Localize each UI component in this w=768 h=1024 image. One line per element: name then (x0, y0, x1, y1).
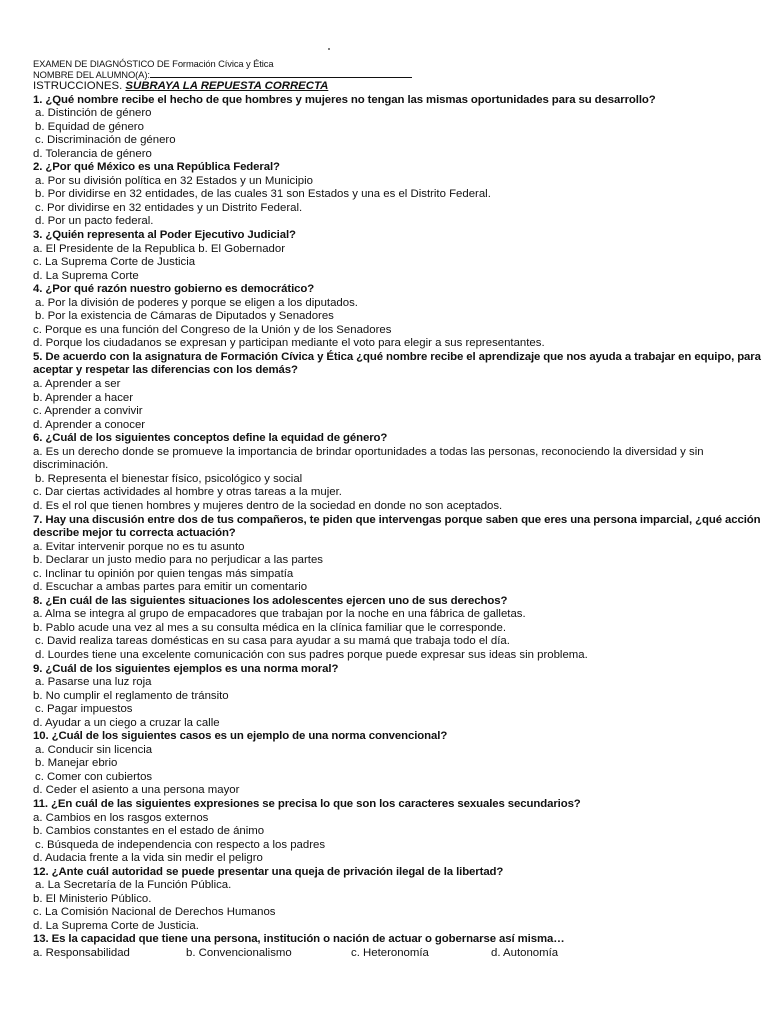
option-5a[interactable]: a. Aprender a ser (33, 378, 121, 391)
options-row-13 (33, 947, 761, 961)
question-13: 13. Es la capacidad que tiene una persona, institución o nación de actuar o gobernarse así misma… (33, 933, 565, 946)
option-7c[interactable]: c. Inclinar tu opinión por quien tengas más simpatía (33, 567, 294, 580)
option-1c[interactable]: c. Discriminación de género (35, 134, 176, 147)
option-6a[interactable]: a. Es un derecho donde se promueve la importancia de brindar oportunidades a todas las personas, reconociendo la diversidad y sin discriminación. (33, 445, 704, 472)
option-3ab[interactable]: a. El Presidente de la Republica b. El Gobernador (33, 242, 286, 255)
option-7d[interactable]: d. Escuchar a ambas partes para emitir un comentario (33, 581, 308, 594)
question-3: 3. ¿Quién representa al Poder Ejecutivo Judicial? (33, 229, 296, 242)
option-9b[interactable]: b. No cumplir el reglamento de tránsito (33, 689, 229, 702)
option-4b[interactable]: b. Por la existencia de Cámaras de Diputados y Senadores (35, 310, 334, 323)
question-7: 7. Hay una discusión entre dos de tus compañeros, te piden que intervengas porque saben que eres una persona imparcial, ¿qué acción describe mejor tu correcta actuación? (33, 513, 761, 540)
option-2d[interactable]: d. Por un pacto federal. (35, 215, 154, 228)
option-7a[interactable]: a. Evitar intervenir porque no es tu asunto (33, 540, 245, 553)
option-13b[interactable]: b. Convencionalismo (186, 947, 292, 959)
student-name-label: NOMBRE DEL ALUMNO(A): (33, 69, 150, 80)
question-6: 6. ¿Cuál de los siguientes conceptos define la equidad de género? (33, 432, 388, 445)
option-7b[interactable]: b. Declarar un justo medio para no perjudicar a las partes (33, 554, 323, 567)
option-3d[interactable]: d. La Suprema Corte (33, 269, 139, 282)
option-9c[interactable]: c. Pagar impuestos (35, 703, 133, 716)
option-11c[interactable]: c. Búsqueda de independencia con respecto a los padres (35, 838, 326, 851)
option-11d[interactable]: d. Audacia frente a la vida sin medir el peligro (33, 852, 263, 865)
option-8b[interactable]: b. Pablo acude una vez al mes a su consulta médica en la clínica familiar que le corresponde. (33, 621, 506, 634)
instructions (33, 80, 761, 94)
question-8: 8. ¿En cuál de las siguientes situaciones los adolescentes ejercen uno de sus derechos? (33, 594, 508, 607)
student-name-blank[interactable] (150, 69, 412, 78)
option-12a[interactable]: a. La Secretaría de la Función Pública. (35, 879, 232, 892)
question-4: 4. ¿Por qué razón nuestro gobierno es democrático? (33, 283, 315, 296)
option-9d[interactable]: d. Ayudar a un ciego a cruzar la calle (33, 716, 220, 729)
question-1: 1. ¿Qué nombre recibe el hecho de que hombres y mujeres no tengan las mismas oportunidades para su desarrollo? (33, 93, 656, 106)
option-2c[interactable]: c. Por dividirse en 32 entidades y un Distrito Federal. (35, 201, 303, 214)
exam-content (33, 58, 761, 961)
option-10a[interactable]: a. Conducir sin licencia (35, 743, 153, 756)
option-10c[interactable]: c. Comer con cubiertos (35, 770, 153, 783)
option-4d[interactable]: d. Porque los ciudadanos se expresan y participan mediante el voto para elegir a sus representantes. (33, 337, 545, 350)
option-1a[interactable]: a. Distinción de género (35, 107, 152, 120)
option-12c[interactable]: c. La Comisión Nacional de Derechos Humanos (33, 906, 276, 919)
option-12b[interactable]: b. El Ministerio Público. (33, 892, 152, 905)
option-10d[interactable]: d. Ceder el asiento a una persona mayor (33, 784, 240, 797)
option-13a[interactable]: a. Responsabilidad (33, 947, 130, 959)
option-1b[interactable]: b. Equidad de género (35, 120, 144, 133)
option-4c[interactable]: c. Porque es una función del Congreso de la Unión y de los Senadores (33, 323, 392, 336)
option-5c[interactable]: c. Aprender a convivir (33, 405, 143, 418)
option-13d[interactable]: d. Autonomía (491, 947, 559, 959)
option-6d[interactable]: d. Es el rol que tienen hombres y mujeres dentro de la sociedad en donde no son aceptados. (33, 499, 503, 512)
question-12: 12. ¿Ante cuál autoridad se puede presentar una queja de privación ilegal de la libertad? (33, 865, 504, 878)
option-5d[interactable]: d. Aprender a conocer (33, 418, 146, 431)
question-2: 2. ¿Por qué México es una República Federal? (33, 161, 280, 174)
question-11: 11. ¿En cuál de las siguientes expresiones se precisa lo que son los caracteres sexuales secundarios? (33, 797, 581, 810)
instructions-label: ISTRUCCIONES. (33, 80, 123, 92)
option-8d[interactable]: d. Lourdes tiene una excelente comunicación con sus padres porque puede expresar sus ideas sin problema. (35, 648, 588, 661)
option-11a[interactable]: a. Cambios en los rasgos externos (33, 811, 209, 824)
option-13c[interactable]: c. Heteronomía (351, 947, 429, 959)
instructions-text: SUBRAYA LA REPUESTA CORRECTA (125, 80, 329, 92)
option-6c[interactable]: c. Dar ciertas actividades al hombre y otras tareas a la mujer. (33, 486, 342, 499)
question-5: 5. De acuerdo con la asignatura de Formación Cívica y Ética ¿qué nombre recibe el aprendizaje que nos ayuda a trabajar en equipo, para aceptar y respetar las diferencias con los demás? (33, 350, 761, 377)
option-8a[interactable]: a. Alma se integra al grupo de empacadores que trabajan por la noche en una fábrica de galletas. (33, 608, 526, 621)
option-12d[interactable]: d. La Suprema Corte de Justicia. (33, 919, 199, 932)
option-4a[interactable]: a. Por la división de poderes y porque se eligen a los diputados. (35, 296, 358, 309)
student-name-line (33, 69, 761, 80)
option-8c[interactable]: c. David realiza tareas domésticas en su casa para ayudar a su mamá que trabaja todo el día. (35, 635, 510, 648)
option-5b[interactable]: b. Aprender a hacer (33, 391, 134, 404)
option-6b[interactable]: b. Representa el bienestar físico, psicológico y social (35, 472, 303, 485)
question-9: 9. ¿Cuál de los siguientes ejemplos es una norma moral? (33, 662, 339, 675)
option-3c[interactable]: c. La Suprema Corte de Justicia (33, 256, 196, 269)
scan-speck (328, 48, 330, 50)
exam-title: EXAMEN DE DIAGNÓSTICO DE Formación Cívica y Ética (33, 58, 274, 69)
option-1d[interactable]: d. Tolerancia de género (33, 147, 152, 160)
question-10: 10. ¿Cuál de los siguientes casos es un ejemplo de una norma convencional? (33, 730, 448, 743)
option-9a[interactable]: a. Pasarse una luz roja (35, 676, 152, 689)
option-10b[interactable]: b. Manejar ebrio (35, 757, 118, 770)
option-2a[interactable]: a. Por su división política en 32 Estados y un Municipio (35, 174, 313, 187)
option-2b[interactable]: b. Por dividirse en 32 entidades, de las cuales 31 son Estados y una es el Distrito Federal. (35, 188, 491, 201)
option-11b[interactable]: b. Cambios constantes en el estado de ánimo (33, 825, 265, 838)
